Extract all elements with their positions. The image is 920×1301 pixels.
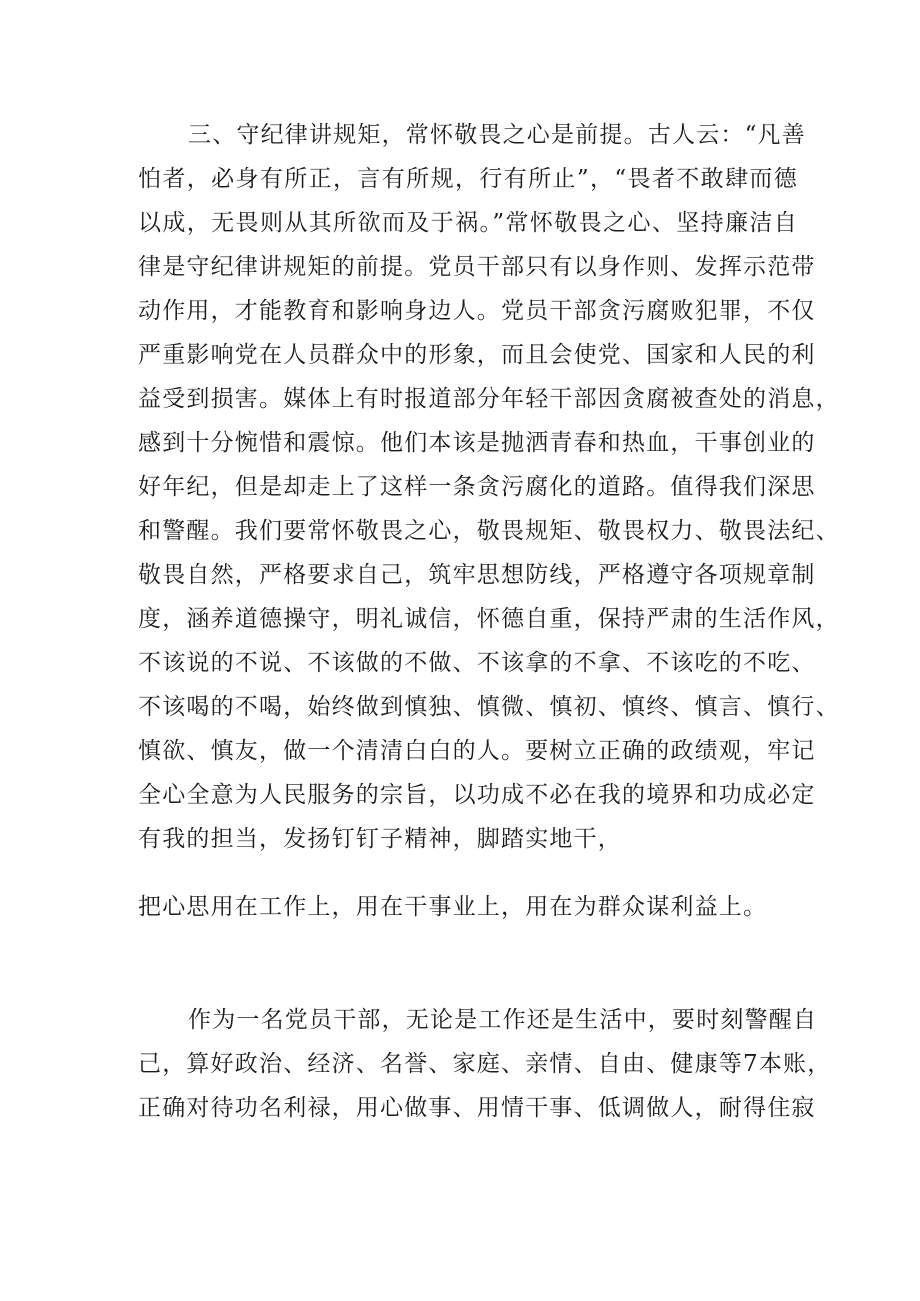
text-line: 不该说的不说、不该做的不做、不该拿的不拿、不该吃的不吃、 [138,650,816,676]
text-line: 感到十分惋惜和震惊。他们本该是抛洒青春和热血，干事创业的 [138,430,816,456]
text-line: 好年纪，但是却走上了这样一条贪污腐化的道路。值得我们深思 [138,474,816,500]
text-line: 作为一名党员干部，无论是工作还是生活中，要时刻警醒自 [188,1007,818,1033]
text-line: 有我的担当，发扬钉钉子精神，脚踏实地干， [138,826,622,852]
text-line: 不该喝的不喝，始终做到慎独、慎微、慎初、慎终、慎言、慎行、 [138,694,840,720]
text-line: 益受到损害。媒体上有时报道部分年轻干部因贪腐被查处的消息， [138,386,840,412]
text-line: 以成，无畏则从其所欲而及于祸。”常怀敬畏之心、坚持廉洁自 [138,210,798,236]
text-line: 律是守纪律讲规矩的前提。党员干部只有以身作则、发挥示范带 [138,254,816,280]
text-line: 全心全意为人民服务的宗旨，以功成不必在我的境界和功成必定 [138,782,816,808]
continuation-line: 把心思用在工作上，用在干事业上，用在为群众谋利益上。 [138,894,768,920]
text-line: 怕者，必身有所正，言有所规，行有所止”，“畏者不敢肆而德 [138,166,798,192]
text-line: 慎欲、慎友，做一个清清白白的人。要树立正确的政绩观，牢记 [138,738,816,764]
text-line: 动作用，才能教育和影响身边人。党员干部贪污腐败犯罪，不仅 [138,298,816,324]
text-line: 严重影响党在人员群众中的形象，而且会使党、国家和人民的利 [138,342,816,368]
text-line: 己，算好政治、经济、名誉、家庭、亲情、自由、健康等7本账， [138,1051,832,1077]
text-line: 和警醒。我们要常怀敬畏之心，敬畏规矩、敬畏权力、敬畏法纪、 [138,518,840,544]
text-line: 度，涵养道德操守，明礼诚信，怀德自重，保持严肃的生活作风， [138,606,840,632]
text-line: 正确对待功名利禄，用心做事、用情干事、低调做人，耐得住寂 [138,1095,816,1121]
text-line: 三、守纪律讲规矩，常怀敬畏之心是前提。古人云：“凡善 [188,122,806,148]
text-line: 敬畏自然，严格要求自己，筑牢思想防线，严格遵守各项规章制 [138,562,816,588]
